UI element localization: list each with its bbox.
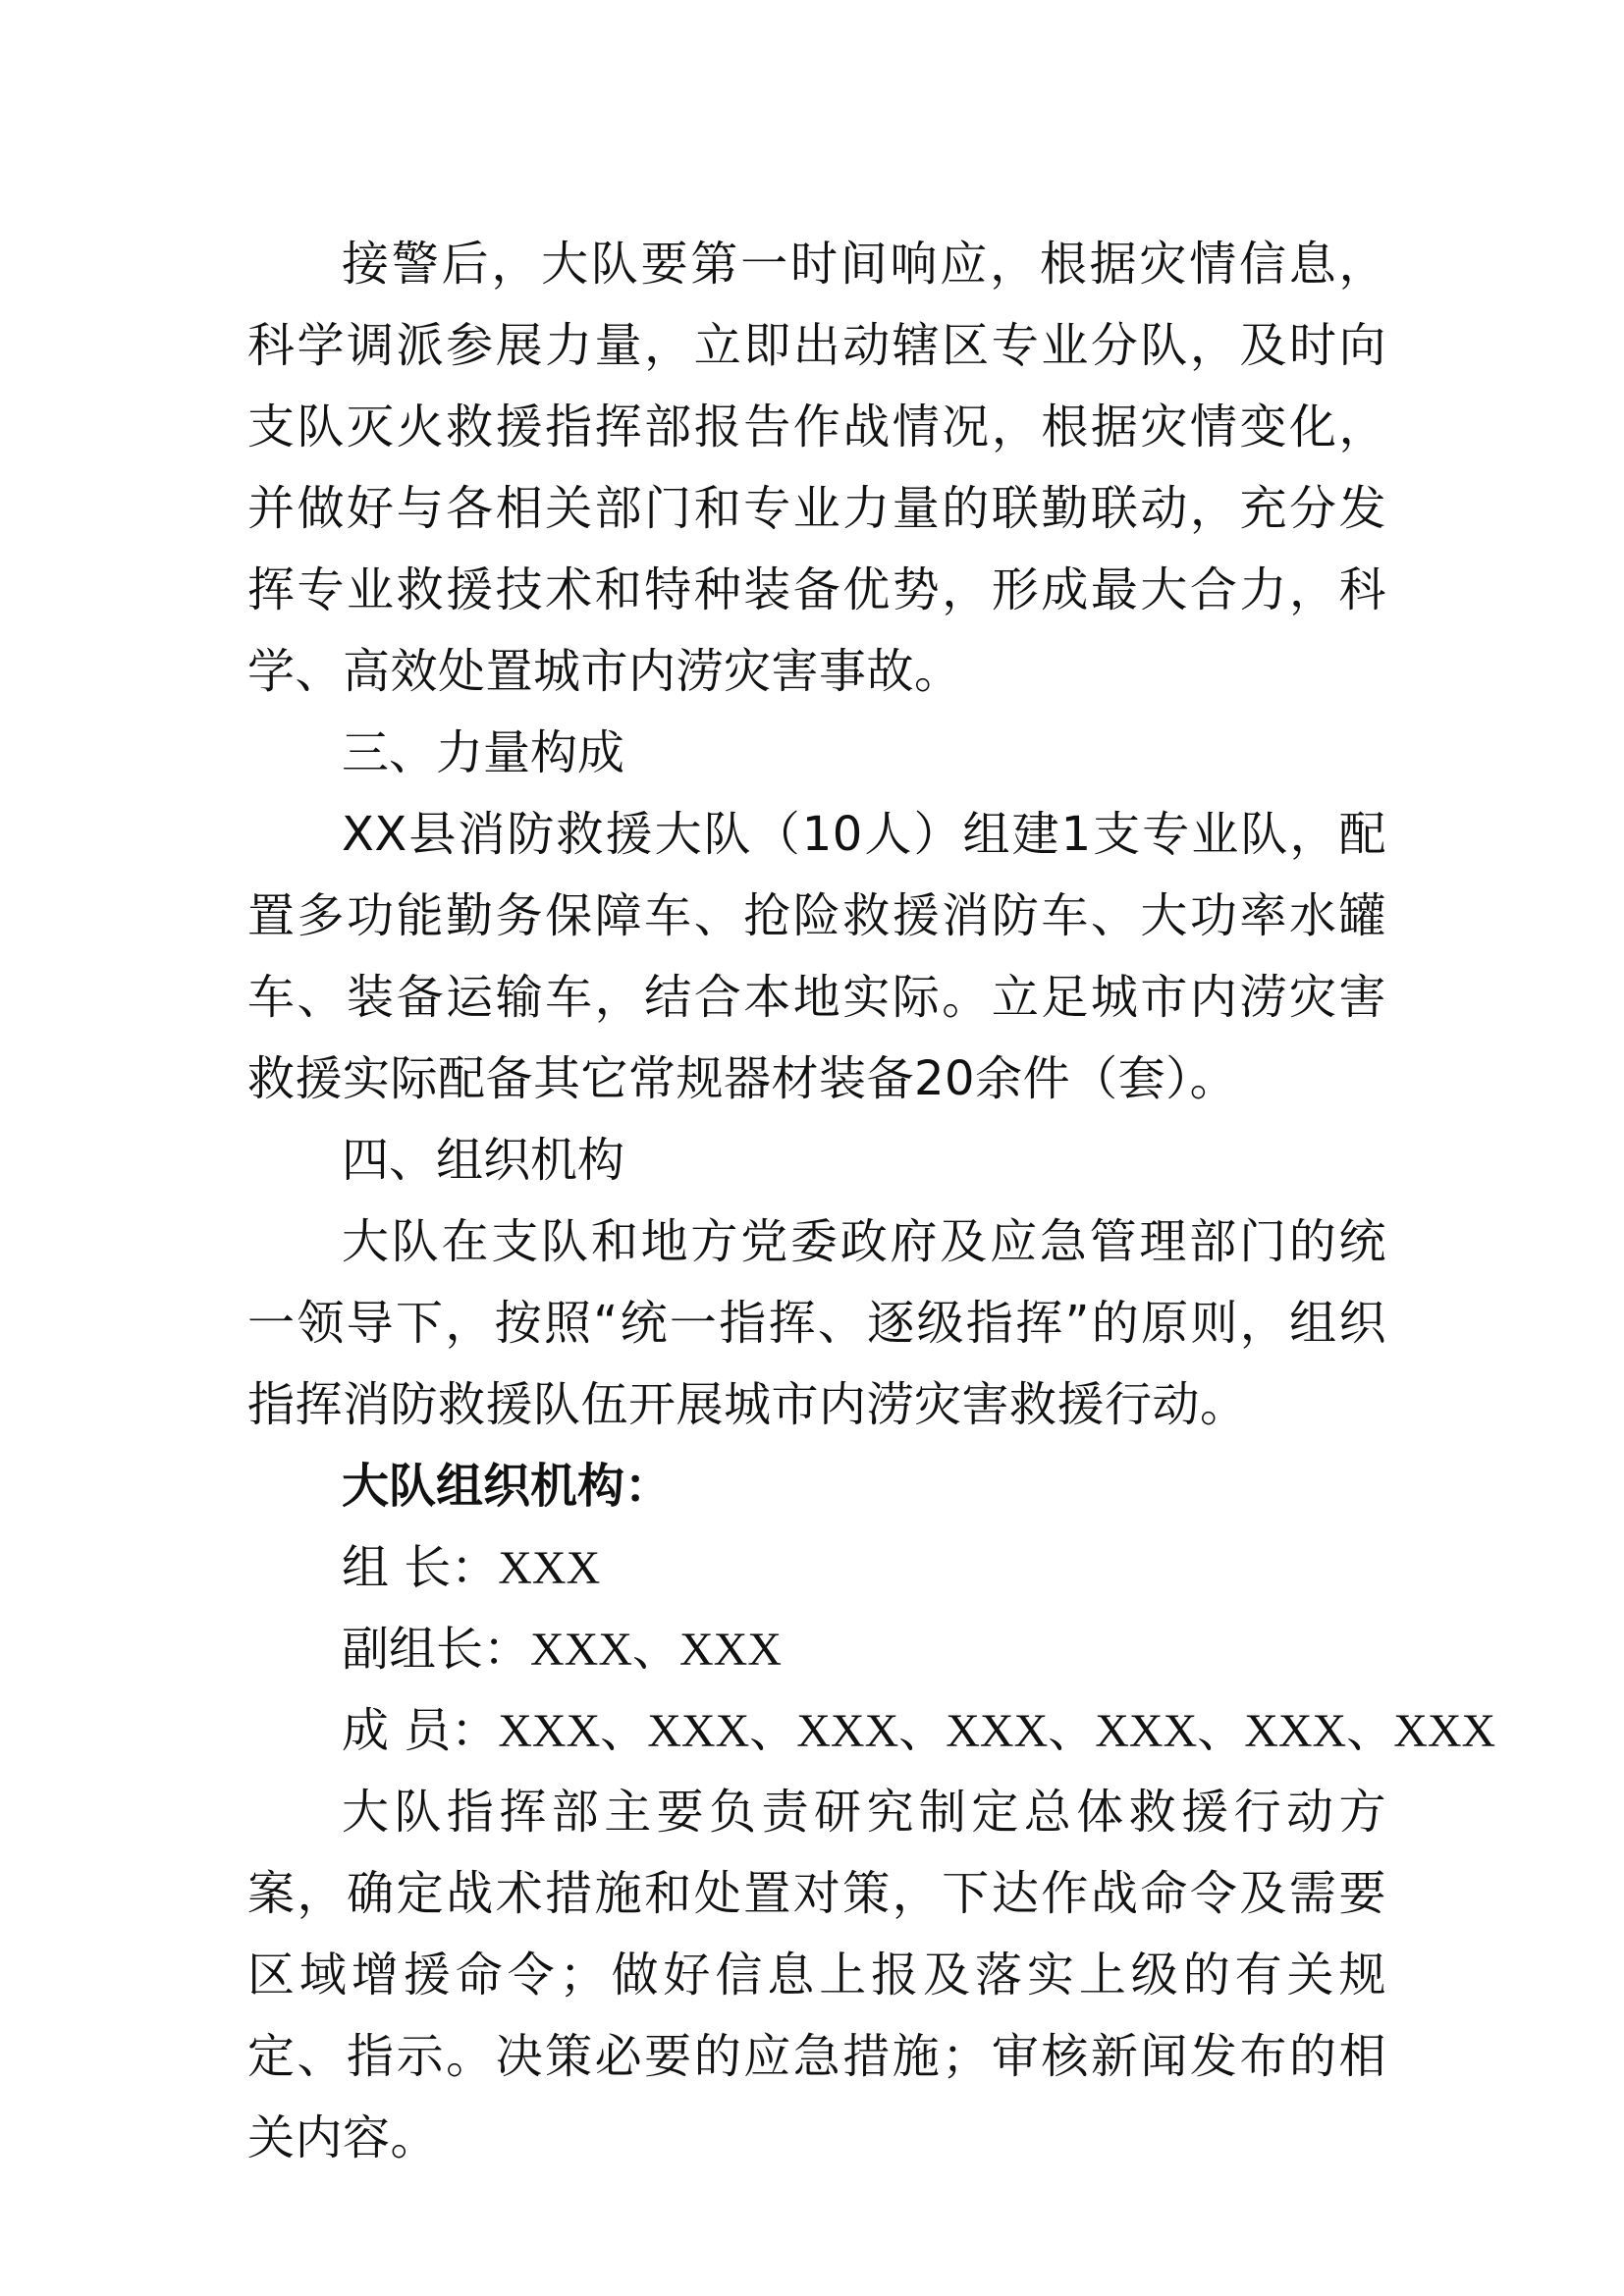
org-structure-title: 大队组织机构： xyxy=(342,1459,673,1514)
document-body xyxy=(247,224,1496,2179)
deputy-leader-value: XXX、XXX xyxy=(530,1624,783,1676)
section-heading-force-composition: 三、力量构成 xyxy=(342,725,625,780)
members-label: 成 员： xyxy=(342,1703,499,1758)
paragraph-force-composition: XX县消防救援大队（10人）组建1支专业队，配置多功能勤务保障车、抢险救援消防车、大功率水罐车、装备运输车，结合本地实际。立足城市内涝灾害救援实际配备其它常规器材装备20余件（套）。 xyxy=(247,807,1386,1106)
leader-value: XXX xyxy=(498,1542,601,1594)
section-heading-organization: 四、组织机构 xyxy=(342,1133,625,1188)
paragraph-organization: 大队在支队和地方党委政府及应急管理部门的统一领导下，按照“统一指挥、逐级指挥”的原则，组织指挥消防救援队伍开展城市内涝灾害救援行动。 xyxy=(247,1214,1386,1432)
members-value: XXX、XXX、XXX、XXX、XXX、XXX、XXX xyxy=(498,1705,1496,1757)
deputy-leader-label: 副组长： xyxy=(342,1622,531,1677)
deputy-leader-line xyxy=(247,1609,1386,1690)
paragraph-headquarters-duties: 大队指挥部主要负责研究制定总体救援行动方案，确定战术措施和处置对策，下达作战命令及需要区域增援命令；做好信息上报及落实上级的有关规定、指示。决策必要的应急措施；审核新闻发布的相关内容。 xyxy=(247,1785,1386,2165)
leader-label: 组 长： xyxy=(342,1540,499,1595)
members-line xyxy=(247,1690,1496,1772)
leader-line xyxy=(247,1527,1386,1609)
paragraph-response: 接警后，大队要第一时间响应，根据灾情信息，科学调派参展力量，立即出动辖区专业分队，及时向支队灭火救援指挥部报告作战情况，根据灾情变化，并做好与各相关部门和专业力量的联勤联动，充分发挥专业救援技术和特种装备优势，形成最大合力，科学、高效处置城市内涝灾害事故。 xyxy=(247,237,1386,699)
